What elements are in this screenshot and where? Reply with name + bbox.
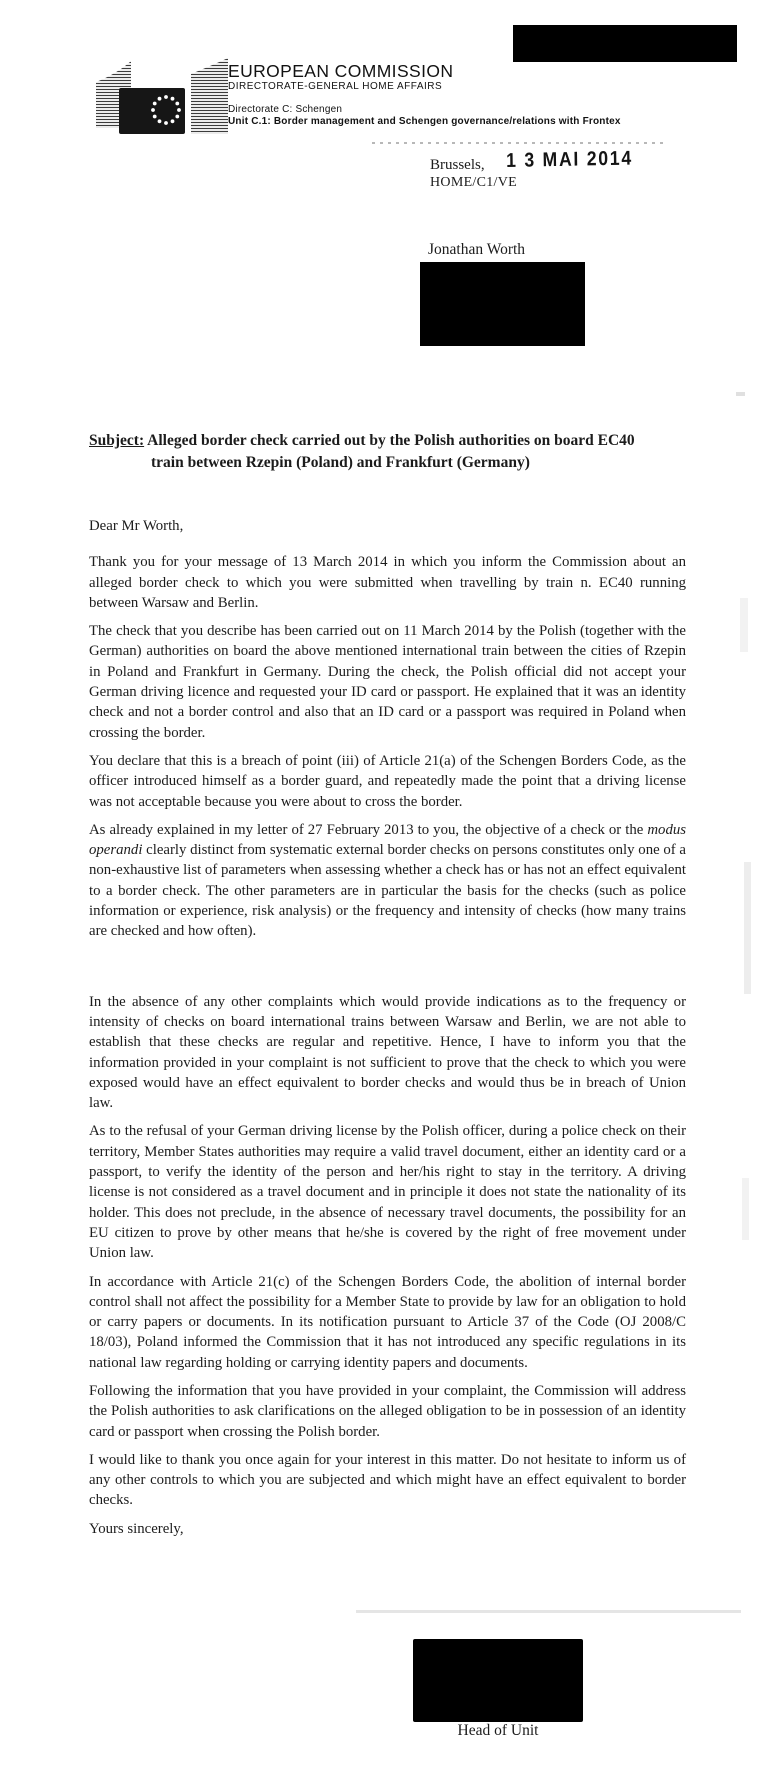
directorate-line: Directorate C: Schengen xyxy=(228,104,343,115)
reference-number: HOME/C1/VE xyxy=(430,175,517,190)
scan-artifact xyxy=(744,862,751,994)
scan-artifact xyxy=(742,1178,749,1240)
directorate-general: DIRECTORATE-GENERAL HOME AFFAIRS xyxy=(228,81,443,92)
scan-artifact xyxy=(740,598,748,652)
valediction: Yours sincerely, xyxy=(89,1520,184,1537)
subject-label: Subject: xyxy=(89,432,145,449)
subject-line xyxy=(89,430,689,473)
redaction-box-recipient xyxy=(420,262,585,346)
scan-artifact xyxy=(372,142,667,144)
subject-text-line1: Alleged border check carried out by the Polish authorities on board EC40 xyxy=(147,432,635,449)
body-paragraph: Thank you for your message of 13 March 2014 in which you inform the Commission about an alleged border check to which you were submitted when travelling by train n. EC40 running between Warsaw and Berlin. xyxy=(89,554,686,611)
body-paragraph: You declare that this is a breach of point (iii) of Article 21(a) of the Schengen Borders Code, as the officer introduced himself as a border guard, and repeatedly made the point that a driving license was not acceptable because you were about to cross the border. xyxy=(89,752,686,810)
recipient-name: Jonathan Worth xyxy=(428,241,526,258)
body-paragraph: I would like to thank you once again for your interest in this matter. Do not hesitate to inform us of any other controls to which you are subjected and which might have an effect equivalent to border checks. xyxy=(89,1451,686,1509)
body-paragraph: As already explained in my letter of 27 February 2013 to you, the objective of a check or the modus operandi clearly distinct from systematic external border checks on persons constitutes only one of a non-exhaustive list of parameters when assessing whether a check has or has not an effect equivalent to a border check. The other parameters are in particular the basis for the checks (such as police information or experience, risk analysis) or the frequency and intensity of checks (how many trains are checked and how often). xyxy=(89,821,686,940)
salutation: Dear Mr Worth, xyxy=(89,518,184,534)
redaction-box-header xyxy=(513,25,737,62)
scan-artifact xyxy=(356,1610,741,1613)
dateline xyxy=(430,156,517,192)
body-paragraph: In accordance with Article 21(c) of the Schengen Borders Code, the abolition of internal border control shall not affect the possibility for a Member State to provide by law for an obligation to hold or carry papers or documents. In its notification pursuant to Article 37 of the Code (OJ 2008/C 18/03), Poland informed the Commission that it has not introduced any specific regulations in its national law regarding holding or carrying identity papers and documents. xyxy=(89,1273,686,1371)
scan-artifact xyxy=(736,392,745,396)
body-paragraph: In the absence of any other complaints which would provide indications as to the frequency or intensity of checks on board international trains between Warsaw and Berlin, we are not able to establish that these checks are regular and repetitive. Hence, I have to inform you that the information provided in your complaint is not sufficient to prove that the check to which you were exposed would have an effect equivalent to border checks and would thus be in breach of Union law. xyxy=(89,993,686,1112)
page-break-gap xyxy=(89,950,686,992)
unit-line: Unit C.1: Border management and Schengen governance/relations with Frontex xyxy=(228,116,621,127)
letter-body xyxy=(89,516,686,1547)
redaction-box-signature xyxy=(413,1639,583,1722)
city-line: Brussels, xyxy=(430,157,485,173)
body-paragraph: Following the information that you have provided in your complaint, the Commission will address the Polish authorities to ask clarifications on the alleged obligation to be in possession of an identity card or passport when crossing the Polish border. xyxy=(89,1382,686,1440)
signature-title: Head of Unit xyxy=(457,1722,539,1739)
letterhead xyxy=(228,62,621,128)
org-name: EUROPEAN COMMISSION xyxy=(228,61,454,81)
european-commission-logo-icon xyxy=(95,58,230,134)
date-stamp: 1 3 MAI 2014 xyxy=(506,147,634,172)
body-paragraph: The check that you describe has been carried out on 11 March 2014 by the Polish (together with the German) authorities on board the above mentioned international train between the cities of Rzepin in Poland and Frankfurt in Germany. During the check, the Polish official did not accept your German driving licence and requested your ID card or passport. He explained that it was an identity check and not a border control and also that an ID card or a passport was required in Poland when crossing the border. xyxy=(89,623,686,741)
subject-text-line2: train between Rzepin (Poland) and Frankfurt (Germany) xyxy=(151,453,530,471)
body-paragraph: As to the refusal of your German driving license by the Polish officer, during a police check on their territory, Member States authorities may require a valid travel document, either an identity card or a passport, to verify the identity of the person and her/his right to stay in the territory. A driving license is not considered as a travel document and in principle it does not state the nationality of its holder. This does not preclude, in the absence of necessary travel documents, the possibility for an EU citizen to prove by other means that he/she is covered by the right of free movement under Union law. xyxy=(89,1123,686,1262)
